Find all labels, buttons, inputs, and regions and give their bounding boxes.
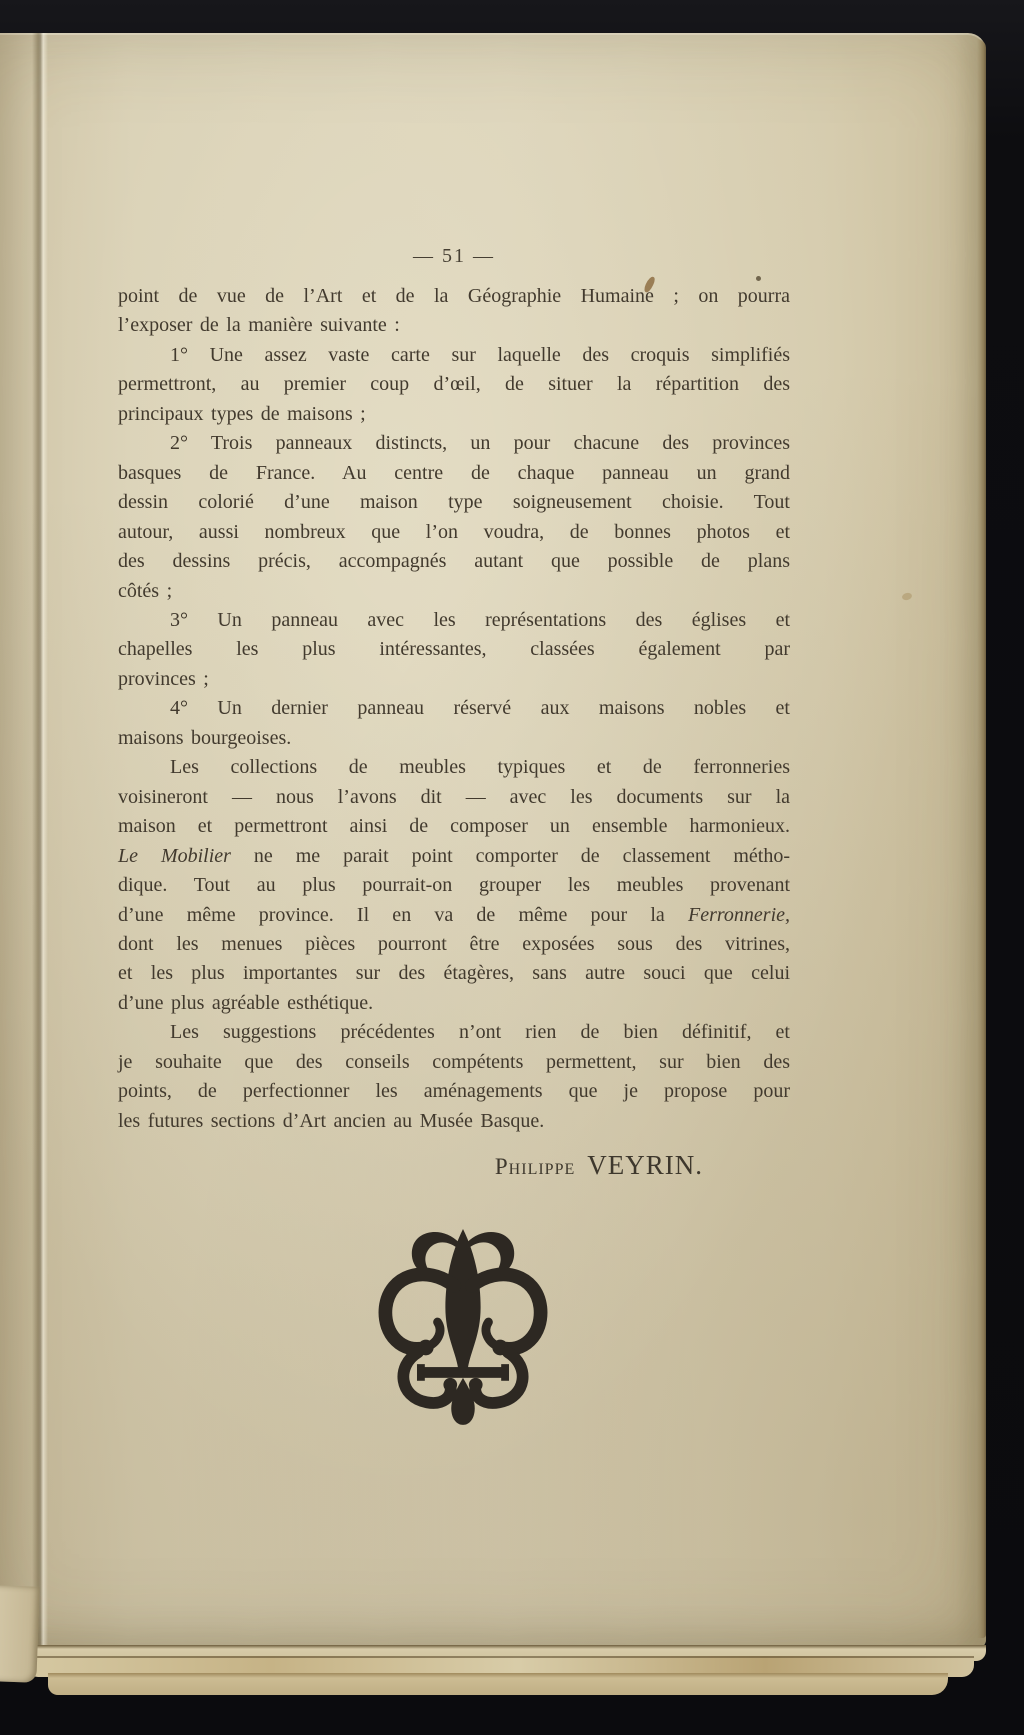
text-line: 2° Trois panneaux distincts, un pour chacune des provinces [170,432,790,455]
page-edge-stack [0,1645,1024,1735]
page-number: — 51 — [413,245,495,267]
text-line: autour, aussi nombreux que l’on voudra, de bonnes photos et [118,520,790,543]
signature-first-name: Philippe [494,1154,576,1179]
text-line: d’une même province. Il en va de même pour la Ferronnerie, [118,903,790,926]
text-line: maisons bourgeoises. [118,726,292,749]
text-line: provinces ; [118,667,209,690]
stain [901,592,912,601]
text-line: les futures sections d’Art ancien au Musée Basque. [118,1109,545,1132]
page-edge-left [0,1585,40,1683]
stain [756,276,761,281]
text-line: dessin colorié d’une maison type soigneusement choisie. Tout [118,491,790,514]
book-page [0,33,986,1648]
text-line: Les collections de meubles typiques et de ferronneries [170,756,790,779]
text-line: Les suggestions précédentes n’ont rien de bien définitif, et [170,1021,790,1044]
text-line: basques de France. Au centre de chaque panneau un grand [118,461,790,484]
text-line: chapelles les plus intéressantes, classées également par [118,638,790,661]
page-edge [48,1673,948,1695]
signature [118,1150,790,1186]
page-gutter-crease [32,33,48,1648]
text-line: 1° Une assez vaste carte sur laquelle des croquis simplifiés [170,343,790,366]
page-right-edge [977,39,986,1638]
text-line: et les plus importantes sur des étagères, sans autre souci que celui [118,962,790,985]
text-line: permettront, au premier coup d’œil, de situer la répartition des [118,373,790,396]
signature-surname: VEYRIN. [587,1150,703,1180]
text-line: point de vue de l’Art et de la Géographie Humaine ; on pourra [118,285,790,307]
text-line: principaux types de maisons ; [118,402,366,425]
text-line: maison et permettront ainsi de composer un ensemble harmonieux. [118,815,790,838]
fleur-de-lis-ornament [370,1222,556,1426]
text-line: voisineront — nous l’avons dit — avec les documents sur la [118,785,790,808]
text-line: points, de perfectionner les aménagements que je propose pour [118,1080,790,1103]
text-line: dique. Tout au plus pourrait-on grouper les meubles provenant [118,874,790,897]
text-line: l’exposer de la manière suivante : [118,314,400,337]
text-line: je souhaite que des conseils compétents permettent, sur bien des [118,1050,790,1073]
text-line: 3° Un panneau avec les représentations des églises et [170,608,790,631]
text-line: dont les menues pièces pourront être exposées sous des vitrines, [118,932,790,955]
text-line: 4° Un dernier panneau réservé aux maisons nobles et [170,697,790,720]
text-line: côtés ; [118,579,173,602]
text-line: des dessins précis, accompagnés autant que possible de plans [118,550,790,573]
text-line: d’une plus agréable esthétique. [118,991,374,1014]
body-text [118,282,790,1136]
text-line: Le Mobilier ne me parait point comporter de classement métho- [118,844,790,867]
